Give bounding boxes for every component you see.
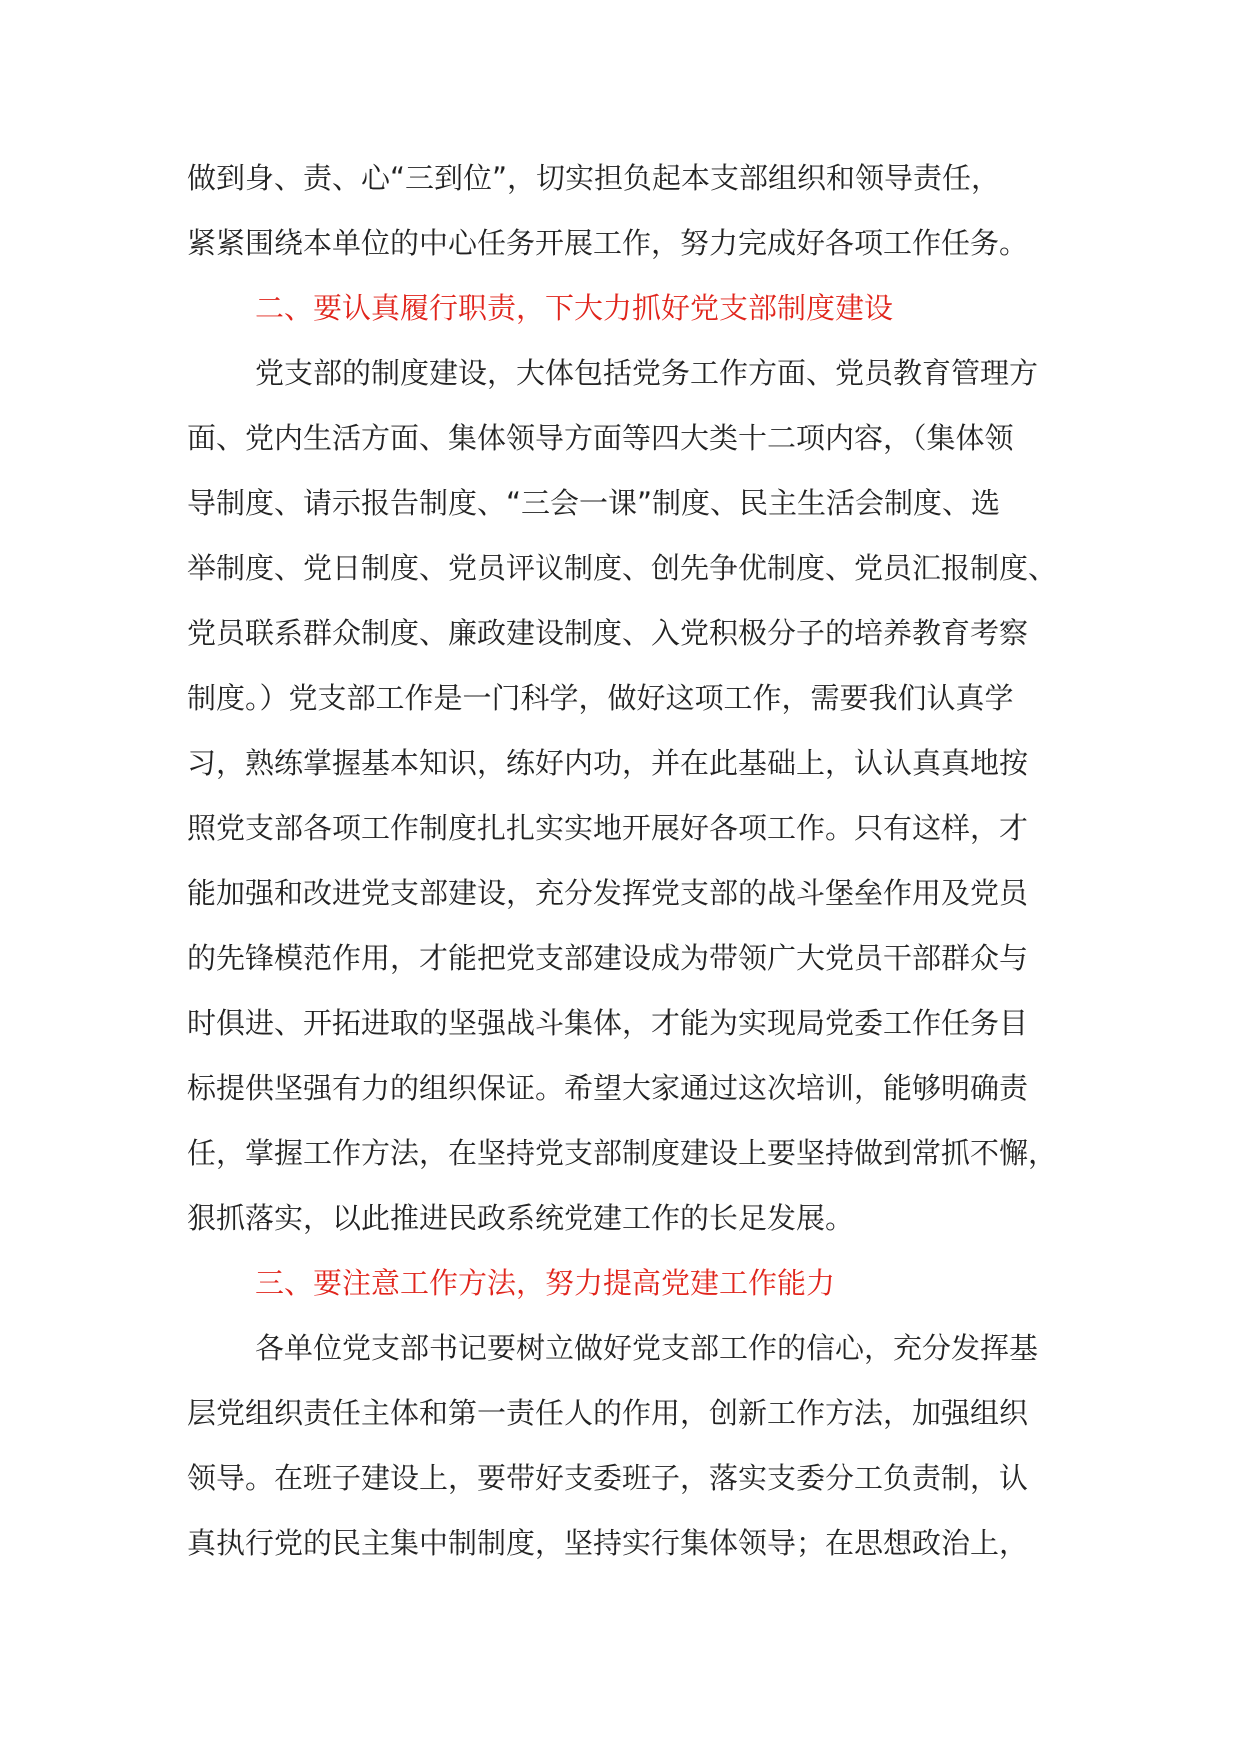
body-line: 能加强和改进党支部建设，充分发挥党支部的战斗堡垒作用及党员 xyxy=(187,876,1029,910)
body-line: 习，熟练掌握基本知识，练好内功，并在此基础上，认认真真地按 xyxy=(187,746,1029,780)
paragraph-first-line: 党支部的制度建设，大体包括党务工作方面、党员教育管理方 xyxy=(255,356,1039,390)
body-line: 领导。在班子建设上，要带好支委班子，落实支委分工负责制，认 xyxy=(187,1461,1029,1495)
section-heading-2: 二、要认真履行职责，下大力抓好党支部制度建设 xyxy=(255,291,894,325)
body-line: 紧紧围绕本单位的中心任务开展工作，努力完成好各项工作任务。 xyxy=(187,226,1029,260)
body-line: 标提供坚强有力的组织保证。希望大家通过这次培训，能够明确责 xyxy=(187,1071,1029,1105)
body-line: 真执行党的民主集中制制度，坚持实行集体领导；在思想政治上， xyxy=(187,1526,1029,1560)
paragraph-first-line: 各单位党支部书记要树立做好党支部工作的信心，充分发挥基 xyxy=(255,1331,1039,1365)
body-line: 时俱进、开拓进取的坚强战斗集体，才能为实现局党委工作任务目 xyxy=(187,1006,1029,1040)
body-line: 任，掌握工作方法，在坚持党支部制度建设上要坚持做到常抓不懈， xyxy=(187,1136,1058,1170)
body-line: 制度。）党支部工作是一门科学，做好这项工作，需要我们认真学 xyxy=(187,681,1014,715)
body-line: 面、党内生活方面、集体领导方面等四大类十二项内容，（集体领 xyxy=(187,421,1014,455)
body-line: 照党支部各项工作制度扎扎实实地开展好各项工作。只有这样，才 xyxy=(187,811,1029,845)
body-line: 做到身、责、心“三到位”，切实担负起本支部组织和领导责任， xyxy=(187,161,1001,195)
body-line: 的先锋模范作用，才能把党支部建设成为带领广大党员干部群众与 xyxy=(187,941,1029,975)
document-page xyxy=(187,163,1067,1593)
body-line: 导制度、请示报告制度、“三会一课”制度、民主生活会制度、选 xyxy=(187,486,1001,520)
body-line: 层党组织责任主体和第一责任人的作用，创新工作方法，加强组织 xyxy=(187,1396,1029,1430)
body-line: 举制度、党日制度、党员评议制度、创先争优制度、党员汇报制度、 xyxy=(187,551,1058,585)
body-line: 党员联系群众制度、廉政建设制度、入党积极分子的培养教育考察 xyxy=(187,616,1029,650)
section-heading-3: 三、要注意工作方法，努力提高党建工作能力 xyxy=(255,1266,836,1300)
body-line: 狠抓落实，以此推进民政系统党建工作的长足发展。 xyxy=(187,1201,855,1235)
